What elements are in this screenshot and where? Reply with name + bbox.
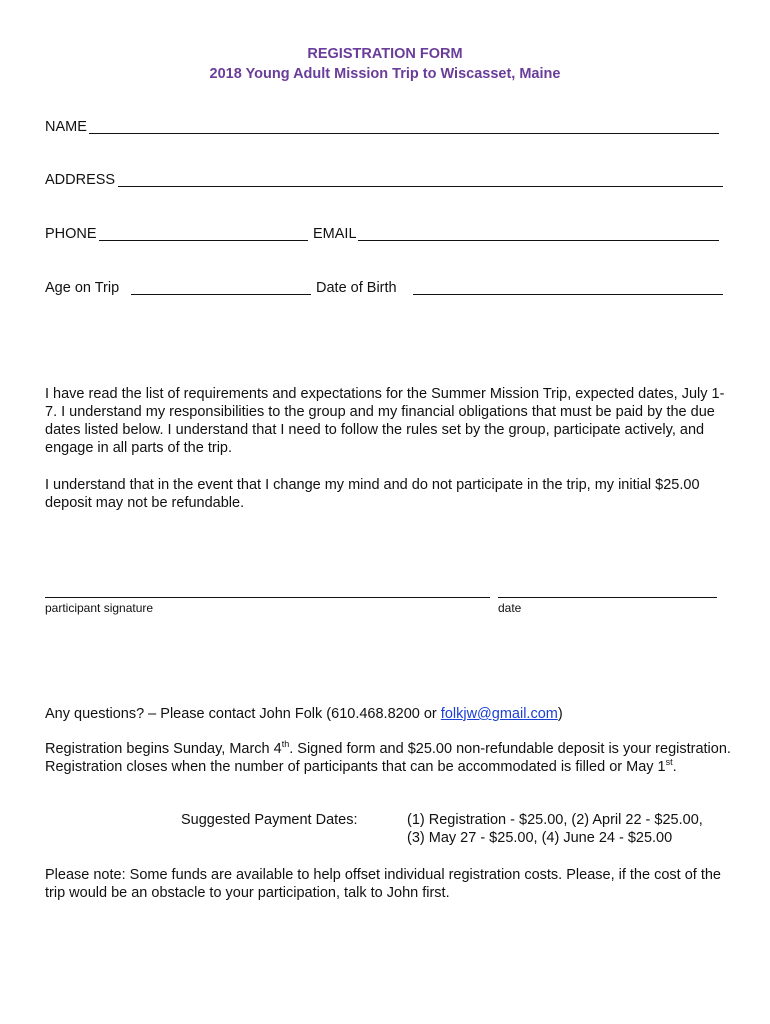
contact-prefix: Any questions? – Please contact John Folk (610.468.8200 or bbox=[45, 706, 441, 722]
email-field[interactable] bbox=[358, 240, 719, 241]
refund-paragraph: I understand that in the event that I change my mind and do not participate in the trip, my initial $25.00 deposit may not be refundable. bbox=[45, 477, 700, 511]
dob-label: Date of Birth bbox=[316, 280, 397, 296]
dob-field[interactable] bbox=[413, 294, 723, 295]
form-title: REGISTRATION FORM bbox=[307, 46, 463, 62]
participant-signature-label: participant signature bbox=[45, 601, 154, 615]
phone-label: PHONE bbox=[45, 226, 97, 242]
payment-dates-line-2: (3) May 27 - $25.00, (4) June 24 - $25.00 bbox=[407, 830, 673, 846]
contact-line bbox=[45, 705, 745, 723]
address-label: ADDRESS bbox=[45, 172, 116, 188]
address-field[interactable] bbox=[118, 186, 723, 187]
contact-email-link[interactable]: folkjw@gmail.com bbox=[440, 706, 558, 722]
date-label: date bbox=[498, 601, 522, 615]
registration-text-2: . Signed form and $25.00 non-refundable deposit is your registration. Registration closes when the number of participants that can be accommodated is filled or May 1 bbox=[45, 741, 731, 775]
name-field[interactable] bbox=[89, 133, 719, 134]
participant-signature-line[interactable] bbox=[45, 597, 490, 598]
registration-sup-1: th bbox=[281, 739, 290, 750]
registration-sup-2: st bbox=[665, 757, 673, 768]
registration-text-3: . bbox=[672, 759, 677, 775]
email-label: EMAIL bbox=[313, 226, 357, 242]
payment-dates-line-1: (1) Registration - $25.00, (2) April 22 - $25.00, bbox=[407, 812, 703, 828]
date-line[interactable] bbox=[498, 597, 717, 598]
phone-field[interactable] bbox=[99, 240, 308, 241]
registration-paragraph bbox=[45, 740, 735, 776]
age-field[interactable] bbox=[131, 294, 311, 295]
payment-dates-label: Suggested Payment Dates: bbox=[181, 812, 358, 828]
name-label: NAME bbox=[45, 119, 87, 135]
registration-text-1: Registration begins Sunday, March 4 bbox=[45, 741, 282, 757]
age-label: Age on Trip bbox=[45, 280, 120, 296]
form-subtitle: 2018 Young Adult Mission Trip to Wiscasset, Maine bbox=[209, 66, 561, 82]
agreement-paragraph: I have read the list of requirements and expectations for the Summer Mission Trip, expected dates, July 1-7. I understand my responsibilities to the group and my financial obligations that must be paid by the due dates listed below. I understand that I need to follow the rules set by the group, participate actively, and engage in all parts of the trip. bbox=[45, 386, 725, 456]
funds-note: Please note: Some funds are available to help offset individual registration costs. Please, if the cost of the trip would be an obstacle to your participation, talk to John first. bbox=[45, 867, 721, 901]
contact-suffix: ) bbox=[557, 706, 563, 722]
